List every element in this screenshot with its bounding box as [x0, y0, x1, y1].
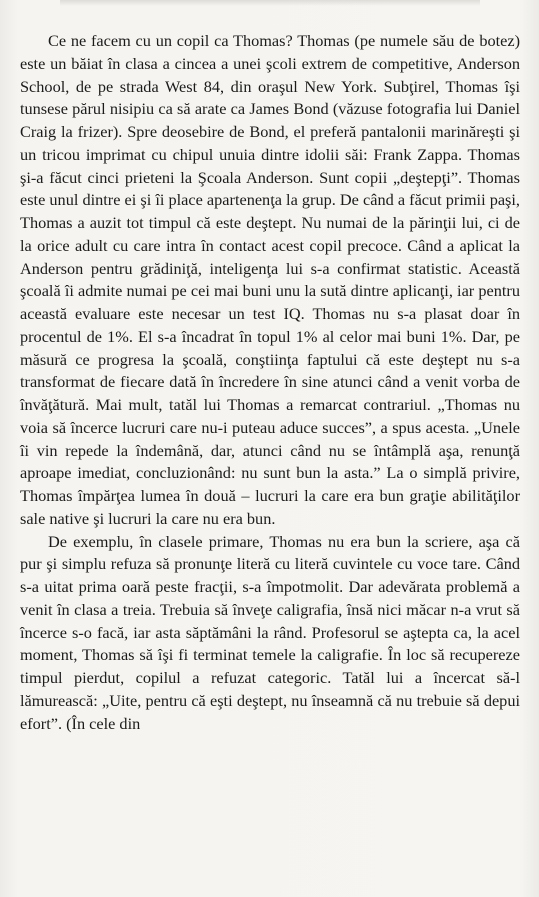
paragraph-1: Ce ne facem cu un copil ca Thomas? Thomas (pe numele său de botez) este un băiat în clasa a cincea a unei şcoli extrem de competitive, Anderson School, de pe strada West 84, din oraşul New York. Subţirel, Thomas îşi tunsese părul nisipiu ca să arate ca James Bond (văzuse fotografia lui Daniel Craig la frizer). Spre deosebire de Bond, el preferă pantalonii marinăreşti şi un tricou imprimat cu chipul unuia dintre idolii săi: Frank Zappa. Thomas şi-a făcut cinci prieteni la Şcoala Anderson. Sunt copii „deştepţi”. Thomas este unul dintre ei şi îi place apartenenţa la grup. De când a făcut primii paşi, Thomas a auzit tot timpul că este deştept. Nu numai de la părinţii lui, ci de la orice adult cu care intra în contact acest copil precoce. Când a aplicat la Anderson pentru grădiniţă, inteligenţa lui s-a confirmat statistic. Această şcoală îi admite numai pe cei mai buni unu la sută dintre aplicanţi, iar pentru această evaluare este necesar un test IQ. Thomas nu s-a plasat doar în procentul de 1%. El s-a încadrat în topul 1% al celor mai buni 1%. Dar, pe măsură ce progresa la şcoală, conştiinţa faptului că este deştept nu s-a transformat de fiecare dată în încredere în sine atunci când a venit vorba de învăţătură. Mai mult, tatăl lui Thomas a remarcat contrariul. „Thomas nu voia să încerce lucruri care nu-i puteau aduce succes”, a spus acesta. „Unele îi vin repede la îndemână, dar, atunci când nu se întâmplă aşa, renunţă aproape imediat, concluzionând: nu sunt bun la asta.” La o simplă privire, Thomas împărţea lumea în două – lucruri la care era bun graţie abilităţilor sale native şi lucruri la care nu era bun. [20, 31, 520, 528]
paragraph-2: De exemplu, în clasele primare, Thomas nu era bun la scriere, aşa că pur şi simplu refuza să pronunţe literă cu literă cuvintele cu voce tare. Când s-a uitat prima oară peste fracţii, s-a împotmolit. Dar adevărata problemă a venit în clasa a treia. Trebuia să înveţe caligrafia, însă nici măcar n-a vrut să încerce s-o facă, iar asta săptămâni la rând. Profesorul se aştepta ca, la acel moment, Thomas să îşi fi terminat temele la caligrafie. În loc să recupereze timpul pierdut, copilul a refuzat categoric. Tatăl lui a încercat să-l lămurească: „Uite, pentru că eşti deştept, nu înseamnă că nu trebuie să depui efort”. (În cele din [20, 531, 520, 733]
page-top-edge-shadow [60, 0, 480, 6]
document-body [20, 30, 520, 735]
